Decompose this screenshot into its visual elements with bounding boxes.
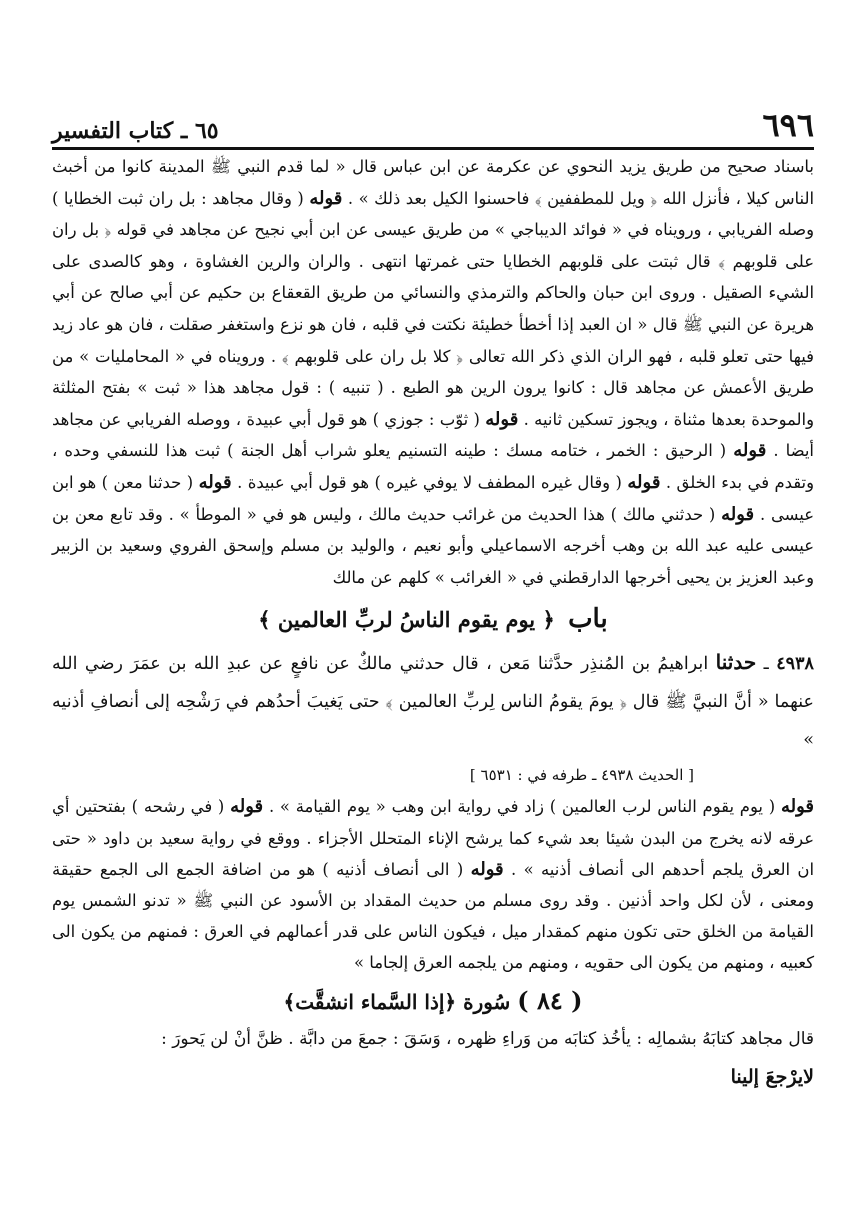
commentary-bottom — [52, 791, 814, 978]
commentary-text: ( الى أنصاف أذنيه ) هو من اضافة الجمع الى الجمع حقيقة ومعنى ، لأن لكل واحد أذنين . وقد روى مسلم من حديث المقداد بن الأسود عن النبي ﷺ « تدنو الشمس يوم القيامة من الخلق حتى تكون منهم كمقدار ميل ، فيكون الناس على قدر أعمالهم في العرق : فمنهم من يكون الى كعبيه ، ومنهم من يكون الى حقويه ، ومنهم من يلجمه العرق إلجاما » — [52, 859, 814, 973]
commentary-text: ( حدثنا معن ) هو ابن عيسى . — [52, 472, 814, 524]
commentary-text: ( ثوّب : جوزي ) هو قول أبي عبيدة ، ووصله الفريابي عن مجاهد أيضا . — [52, 409, 814, 461]
commentary-top — [52, 151, 814, 593]
commentary-text: ( يوم يقوم الناس لرب العالمين ) زاد في رواية ابن وهب « يوم القيامة » . — [268, 797, 776, 817]
commentary-text: ( حدثني مالك ) هذا الحديث من غرائب حديث مالك ، وليس هو في « الموطأ » . وقد تابع معن بن عيسى عليه عبد الله بن وهب أخرجه الاسماعيلي وأبو نعيم ، والوليد بن مسلم وإسحق الفروي وسعيد بن الزبير وعبد العزيز بن يحيى أخرجها الدارقطني في « الغرائب » كلهم عن مالك — [52, 504, 814, 587]
commentary-text: ( الرحيق : الخمر ، ختامه مسك : طينه التسنيم يعلو شراب أهل الجنة ) ثبت هذا للنسفي وحده ، وتقدم في بدء الخلق . — [52, 441, 814, 492]
qawluhu-marker: قوله — [733, 440, 767, 462]
qawluhu-marker: قوله — [230, 796, 264, 818]
hadith-number: ٤٩٣٨ — [776, 653, 815, 675]
bab-word: باب — [568, 604, 608, 635]
surah-heading — [52, 981, 814, 1021]
hadith-reference: [ الحديث ٤٩٣٨ ـ طرفه في : ٦٥٣١ ] — [469, 766, 694, 785]
qawluhu-marker: قوله — [470, 858, 504, 880]
qawluhu-marker: قوله — [309, 187, 343, 209]
commentary-text: ( في رشحه ) بفتحتين أي عرقه لانه يخرج من البدن شيئا بعد شيء كما يرشح الإناء المتحلل الأجزاء . ووقع في رواية سعيد بن داود « حتى ان العرق يلجم أحدهم الى أنصاف أذنيه » . — [52, 797, 815, 879]
chapter-title: ﴿ يوم يقوم الناسُ لربِّ العالمين ﴾ — [258, 607, 555, 633]
final-line: لايرْجعَ إلينا — [730, 1065, 814, 1088]
qawluhu-marker: قوله — [627, 471, 661, 493]
qawluhu-marker: قوله — [198, 471, 232, 493]
hadith-dash: ـ — [763, 654, 769, 675]
commentary-text: ( وقال غيره المطفف لا يوفي غيره ) هو قول أبي عبيدة . — [237, 472, 622, 492]
surah-number: ( ٨٤ ) — [517, 985, 583, 1015]
running-head: ٦٥ ـ كتاب التفسير — [52, 118, 219, 144]
haddathana-word: حدثنا — [715, 650, 757, 675]
final-text: قال مجاهد كتابَهُ بشمالِه : يأخُذ كتابَه من وَراءِ ظهره ، وَسَقَ : جمعَ من دابَّة . ظنَّ أنْ لن يَحورَ : — [161, 1028, 814, 1049]
qawluhu-marker: قوله — [780, 796, 814, 818]
qawluhu-marker: قوله — [485, 408, 519, 430]
page-content — [52, 151, 814, 1097]
hadith-body: ابراهيمُ بن المُنذِر حدَّثنا مَعن ، قال حدثني مالكٌ عن نافعٍ عن عبدِ الله بن عمَرَ رضي الله عنهما « أنَّ النبيَّ ﷺ قال ﴿ يومَ يقومُ الناس لِربِّ العالمين ﴾ حتى يَغيبَ أحدُهم في رَشْحِه إلى أنصافِ أذنيه » — [52, 654, 814, 751]
chapter-heading — [52, 599, 814, 639]
commentary-text: باسناد صحيح من طريق يزيد النحوي عن عكرمة عن ابن عباس قال « لما قدم النبي ﷺ المدينة كانوا من أخبث الناس كيلا ، فأنزل الله ﴿ ويل للمطففين ﴾ فاحسنوا الكيل بعد ذلك » . — [52, 157, 815, 208]
surah-title: سُورة ﴿إذا السَّماء انشقَّت﴾ — [283, 989, 511, 1014]
commentary-text: ( وقال مجاهد : بل ران ثبت الخطايا ) وصله الفريابي ، ورويناه في « فوائد الديباجي » من طريق عيسى عن ابن أبي نجيح عن مجاهد في قوله ﴿ بل ران على قلوبهم ﴾ قال ثبتت على قلوبهم الخطايا حتى غمرتها انتهى . والران والرين الغشاوة ، وهو كالصدى على الشيء الصقيل . وروى ابن حبان والحاكم والترمذي والنسائي من طريق القعقاع بن حكيم عن أبي صالح عن أبي هريرة عن النبي ﷺ قال « ان العبد إذا أخطأ خطيئة نكتت في قلبه ، فان هو نزع واستغفر صقلت ، فان هو عاد زيد فيها حتى تعلو قلبه ، فهو الران الذي ذكر الله تعالى ﴿ كلا بل ران على قلوبهم ﴾ . ورويناه في « المحامليات » من طريق الأعمش عن مجاهد قال : كانوا يرون الرين هو الطبع . ( تنبيه ) : قول مجاهد هذا « ثبت » بفتح المثلثة والموحدة بعدها مثناة ، ويجوز تسكين ثانيه . — [52, 188, 815, 429]
header-rule — [52, 147, 814, 150]
page-number: ٦٩٦ — [762, 106, 814, 144]
qawluhu-marker: قوله — [721, 503, 755, 525]
hadith-text — [52, 643, 814, 759]
page-header — [52, 100, 814, 144]
